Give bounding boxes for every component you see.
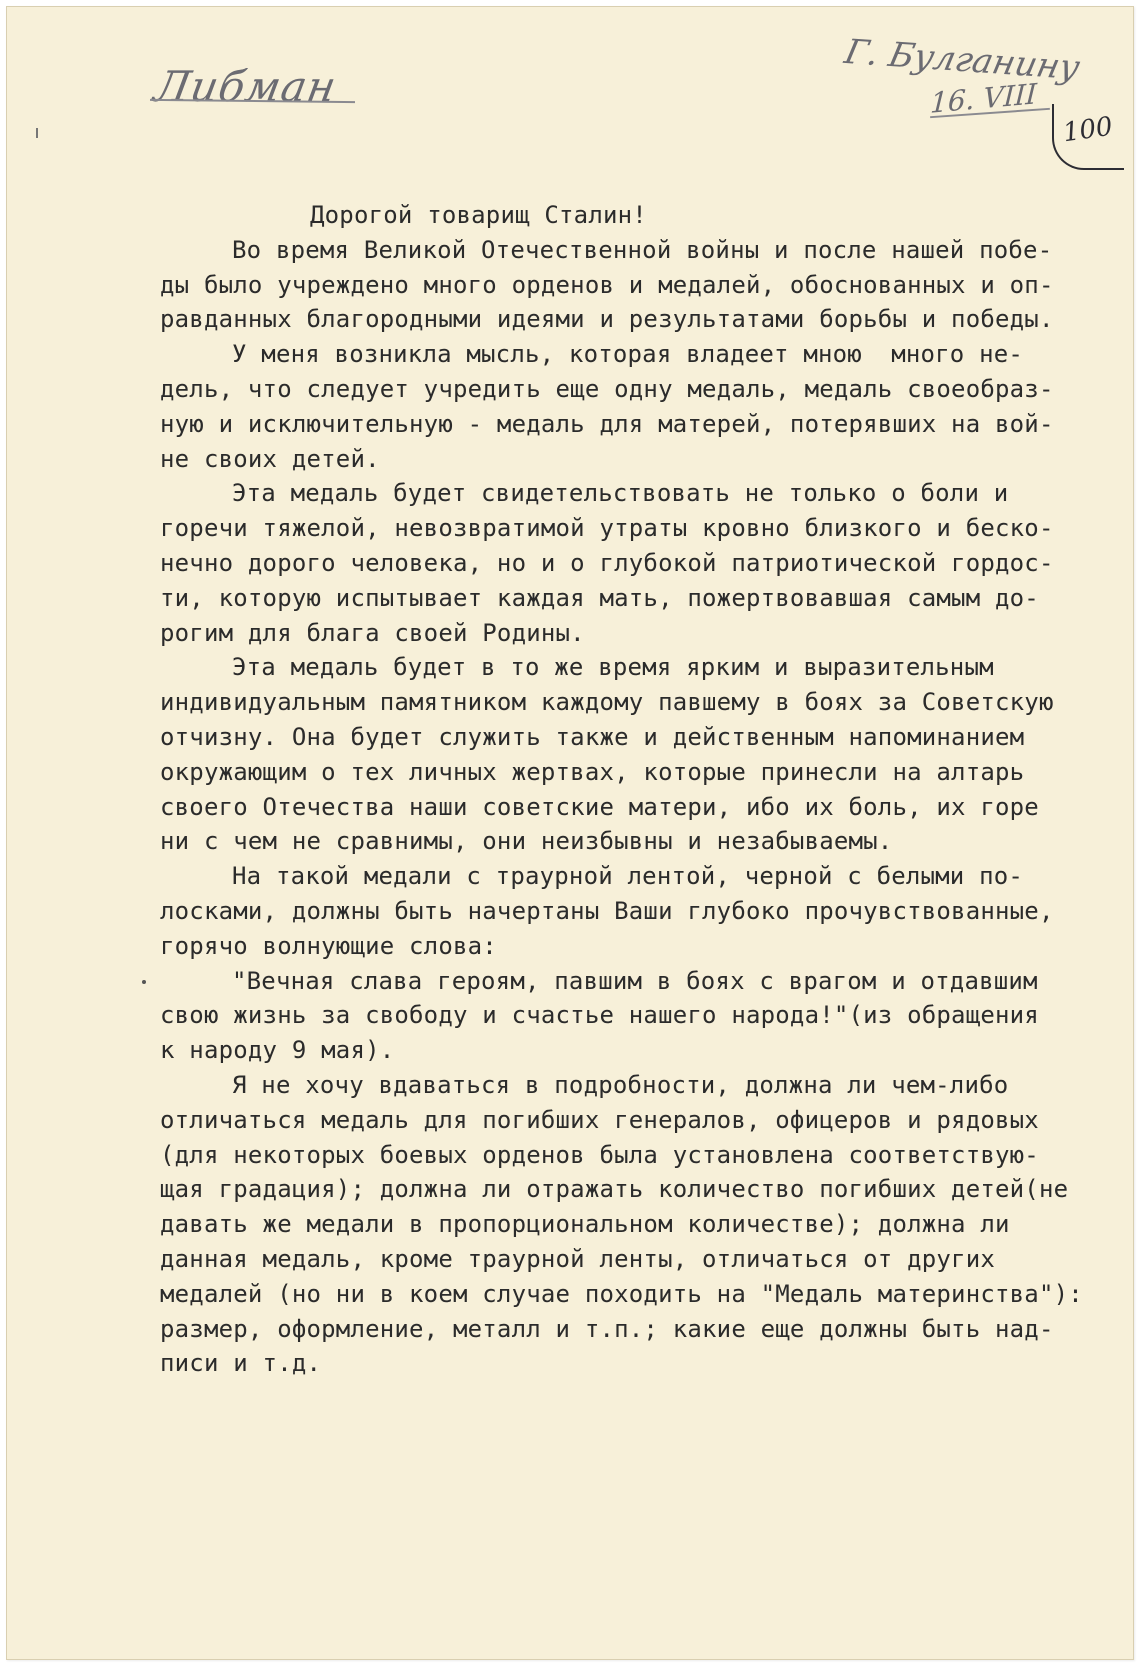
margin-mark	[36, 128, 38, 138]
quote-line: к народу 9 мая).	[160, 1036, 395, 1065]
text-line: горечи тяжелой, невозвратимой утраты кровно близкого и беско-	[160, 514, 1054, 543]
text-line: ти, которую испытывает каждая мать, пожертвовавшая самым до-	[160, 583, 1039, 612]
text-line: окружающим о тех личных жертвах, которые принесли на алтарь	[160, 757, 1025, 786]
text-line: рогим для блага своей Родины.	[160, 618, 585, 647]
quote-line: свою жизнь за свободу и счастье нашего народа!"(из обращения	[160, 1001, 1039, 1030]
text-line: Я не хочу вдаваться в подробности, должна ли чем-либо	[232, 1070, 1009, 1099]
text-line: У меня возникла мысль, которая владеет мною много не-	[232, 340, 1024, 369]
text-line: отличаться медаль для погибших генералов, офицеров и рядовых	[160, 1105, 1039, 1134]
text-line: медалей (но ни в коем случае походить на "Медаль материнства"):	[160, 1279, 1083, 1308]
text-line: Эта медаль будет в то же время ярким и выразительным	[232, 653, 994, 682]
text-line: ную и исключительную - медаль для матерей, потерявших на вой-	[160, 409, 1054, 438]
text-line: равданных благородными идеями и результатами борьбы и победы.	[160, 305, 1054, 334]
letter-body	[160, 198, 1120, 1381]
text-line: ни с чем не сравнимы, они неизбывны и незабываемы.	[160, 827, 893, 856]
text-line: давать же медали в пропорциональном количестве); должна ли	[160, 1210, 1010, 1239]
text-line: данная медаль, кроме траурной ленты, отличаться от других	[160, 1244, 996, 1273]
text-line: Во время Великой Отечественной войны и после нашей побе-	[232, 235, 1053, 264]
text-line: отчизну. Она будет служить также и действенным напоминанием	[160, 722, 1025, 751]
handwritten-date: 16. VIII	[929, 77, 1038, 120]
text-line: не своих детей.	[160, 444, 380, 473]
folio-number: 100	[1061, 111, 1115, 149]
text-line: Эта медаль будет свидетельствовать не только о боли и	[232, 479, 1009, 508]
text-line: ды было учреждено много орденов и медалей, обоснованных и оп-	[160, 270, 1054, 299]
handwritten-addressee: Г. Булганину	[841, 32, 1084, 88]
margin-dot	[142, 980, 146, 984]
handwritten-surname: Либман	[150, 62, 341, 111]
text-line: дель, что следует учредить еще одну медаль, медаль своеобраз-	[160, 374, 1054, 403]
text-line: писи и т.д.	[160, 1349, 322, 1378]
text-line: размер, оформление, металл и т.п.; какие еще должны быть над-	[160, 1314, 1054, 1343]
text-line: индивидуальным памятником каждому павшему в боях за Советскую	[160, 688, 1054, 717]
quote-line: "Вечная слава героям, павшим в боях с врагом и отдавшим	[232, 966, 1038, 995]
salutation: Дорогой товарищ Сталин!	[310, 201, 647, 229]
text-line: На такой медали с траурной лентой, черной с белыми по-	[232, 862, 1024, 891]
text-line: лосками, должны быть начертаны Ваши глубоко прочувствованные,	[160, 896, 1054, 925]
text-line: (для некоторых боевых орденов была установлена соответствую-	[160, 1140, 1039, 1169]
text-line: горячо волнующие слова:	[160, 931, 497, 960]
text-line: нечно дорого человека, но и о глубокой патриотической гордос-	[160, 548, 1054, 577]
text-line: своего Отечества наши советские матери, ибо их боль, их горе	[160, 792, 1039, 821]
text-line: щая градация); должна ли отражать количество погибших детей(не	[160, 1175, 1069, 1204]
